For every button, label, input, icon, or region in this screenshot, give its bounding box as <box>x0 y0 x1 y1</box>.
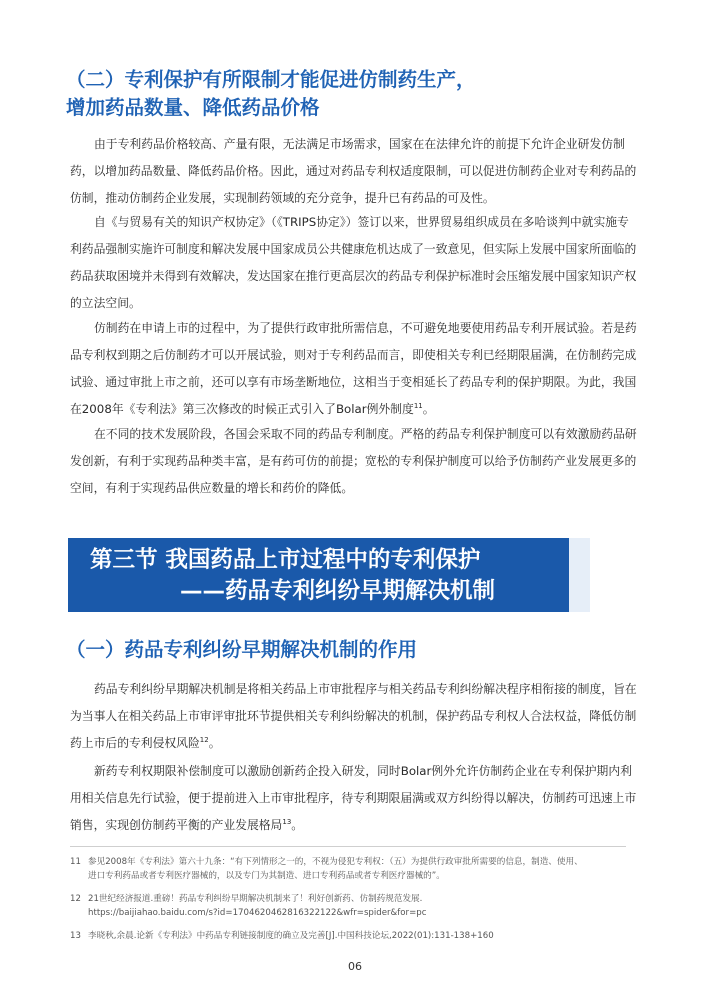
text-line <box>70 396 650 423</box>
banner-title-line-2: ——药品专利纠纷早期解决机制 <box>180 578 496 604</box>
footnote-11 <box>70 855 640 883</box>
sentence-end: 。 <box>291 818 304 832</box>
footnote-text <box>88 892 638 920</box>
paragraph-5 <box>70 676 650 757</box>
text-line: 药品获取困境并未得到有效解决，发达国家在推行更高层次的药品专利保护标准时会压缩发展中国家知识产权 <box>70 269 637 283</box>
text-line: 为当事人在相关药品上市审评审批环节提供相关专利纠纷解决的机制，保护药品专利权人合法权益，降低仿制 <box>70 709 637 723</box>
sentence-end: 。 <box>422 402 435 416</box>
paragraph-4 <box>70 421 650 502</box>
text-line: 试验、通过审批上市之前，还可以享有市场垄断地位，这相当于变相延长了药品专利的保护期限。为此，我国 <box>70 375 637 389</box>
text-line: 利药品强制实施许可制度和解决发展中国家成员公共健康危机达成了一致意见，但实际上发展中国家所面临的 <box>70 242 637 256</box>
footnote-12 <box>70 892 640 920</box>
footnote-text <box>88 855 638 883</box>
footnote-ref-12[interactable]: 12 <box>199 736 209 745</box>
banner-title-line-1: 第三节 我国药品上市过程中的专利保护 <box>90 547 481 573</box>
footnote-url[interactable]: https://baijiahao.baidu.com/s?id=1704620462816322122&wfr=spider&for=pc <box>88 908 427 918</box>
text-line: 新药专利权期限补偿制度可以激励创新药企投入研发，同时Bolar例外允许仿制药企业在专利保护期内利 <box>94 764 632 778</box>
paragraph-3 <box>70 315 650 423</box>
footnote-13 <box>70 929 640 943</box>
section-heading-2-line-1: （二）专利保护有所限制才能促进仿制药生产， <box>66 68 476 91</box>
text-line: 在不同的技术发展阶段，各国会采取不同的药品专利制度。严格的药品专利保护制度可以有效激励药品研 <box>94 427 637 441</box>
text-line: 品专利权到期之后仿制药才可以开展试验，则对于专利药品而言，即使相关专利已经期限届满，在仿制药完成 <box>70 348 637 362</box>
text-line: 药品专利纠纷早期解决机制是将相关药品上市审批程序与相关药品专利纠纷解决程序相衔接的制度，旨在 <box>94 682 637 696</box>
paragraph-1 <box>70 131 650 212</box>
footnote-line: 21世纪经济报道.重磅！药品专利纠纷早期解决机制来了！利好创新药、仿制药规范发展. <box>88 894 423 904</box>
text-line: 仿制药在申请上市的过程中，为了提供行政审批所需信息，不可避免地要使用药品专利开展试验。若是药 <box>94 321 637 335</box>
sentence-end: 。 <box>208 736 221 750</box>
text-line <box>70 812 650 839</box>
text-line: 药，以增加药品数量、降低药品价格。因此，通过对药品专利权适度限制，可以促进仿制药企业对专利药品的 <box>70 164 637 178</box>
footnote-line: 李晓秋,余晨.论新《专利法》中药品专利链接制度的确立及完善[J].中国科技论坛,2022(01):131-138+160 <box>88 931 494 941</box>
text-line-body: 药上市后的专利侵权风险 <box>70 736 200 750</box>
text-line: 仿制，推动仿制药企业发展，实现制药领域的充分竞争，提升已有药品的可及性。 <box>70 191 495 205</box>
text-line: 由于专利药品价格较高、产量有限，无法满足市场需求，国家在在法律允许的前提下允许企业研发仿制 <box>94 137 625 151</box>
text-line: 用相关信息先行试验，便于提前进入上市审批程序，待专利期限届满或双方纠纷得以解决，仿制药可迅速上市 <box>70 791 637 805</box>
chapter-banner <box>68 538 569 612</box>
footnote-number: 12 <box>70 894 81 904</box>
footnote-line: 进口专利药品或者专利医疗器械的，以及专门为其制造、进口专利药品或者专利医疗器械的”。 <box>88 871 445 881</box>
text-line: 发创新，有利于实现药品种类丰富，是有药可仿的前提；宽松的专利保护制度可以给予仿制药产业发展更多的 <box>70 454 637 468</box>
text-line: 自《与贸易有关的知识产权协定》（《TRIPS协定》）签订以来，世界贸易组织成员在多哈谈判中就实施专 <box>94 215 629 229</box>
section-heading-1-line: （一）药品专利纠纷早期解决机制的作用 <box>66 638 418 661</box>
footnote-number: 13 <box>70 931 81 941</box>
section-heading-1 <box>66 636 656 664</box>
footnote-divider <box>70 846 626 847</box>
text-line: 空间，有利于实现药品供应数量的增长和药价的降低。 <box>70 481 354 495</box>
footnote-ref-11[interactable]: 11 <box>413 402 423 411</box>
text-line-body: 销售，实现创仿制药平衡的产业发展格局 <box>70 818 283 832</box>
page-number: 06 <box>348 960 362 973</box>
banner-accent-block <box>569 538 590 612</box>
footnote-text <box>88 929 638 943</box>
text-line-body: 在2008年《专利法》第三次修改的时候正式引入了Bolar例外制度 <box>70 402 414 416</box>
text-line <box>70 730 650 757</box>
footnote-number: 11 <box>70 857 81 867</box>
paragraph-2 <box>70 209 650 317</box>
section-heading-2-line-2: 增加药品数量、降低药品价格 <box>66 96 320 119</box>
paragraph-6 <box>70 758 650 839</box>
footnote-line: 参见2008年《专利法》第六十九条：“有下列情形之一的，不视为侵犯专利权：（五）为提供行政审批所需要的信息，制造、使用、 <box>88 857 583 867</box>
footnote-ref-13[interactable]: 13 <box>282 818 292 827</box>
section-heading-2 <box>66 66 656 122</box>
text-line: 的立法空间。 <box>70 296 141 310</box>
